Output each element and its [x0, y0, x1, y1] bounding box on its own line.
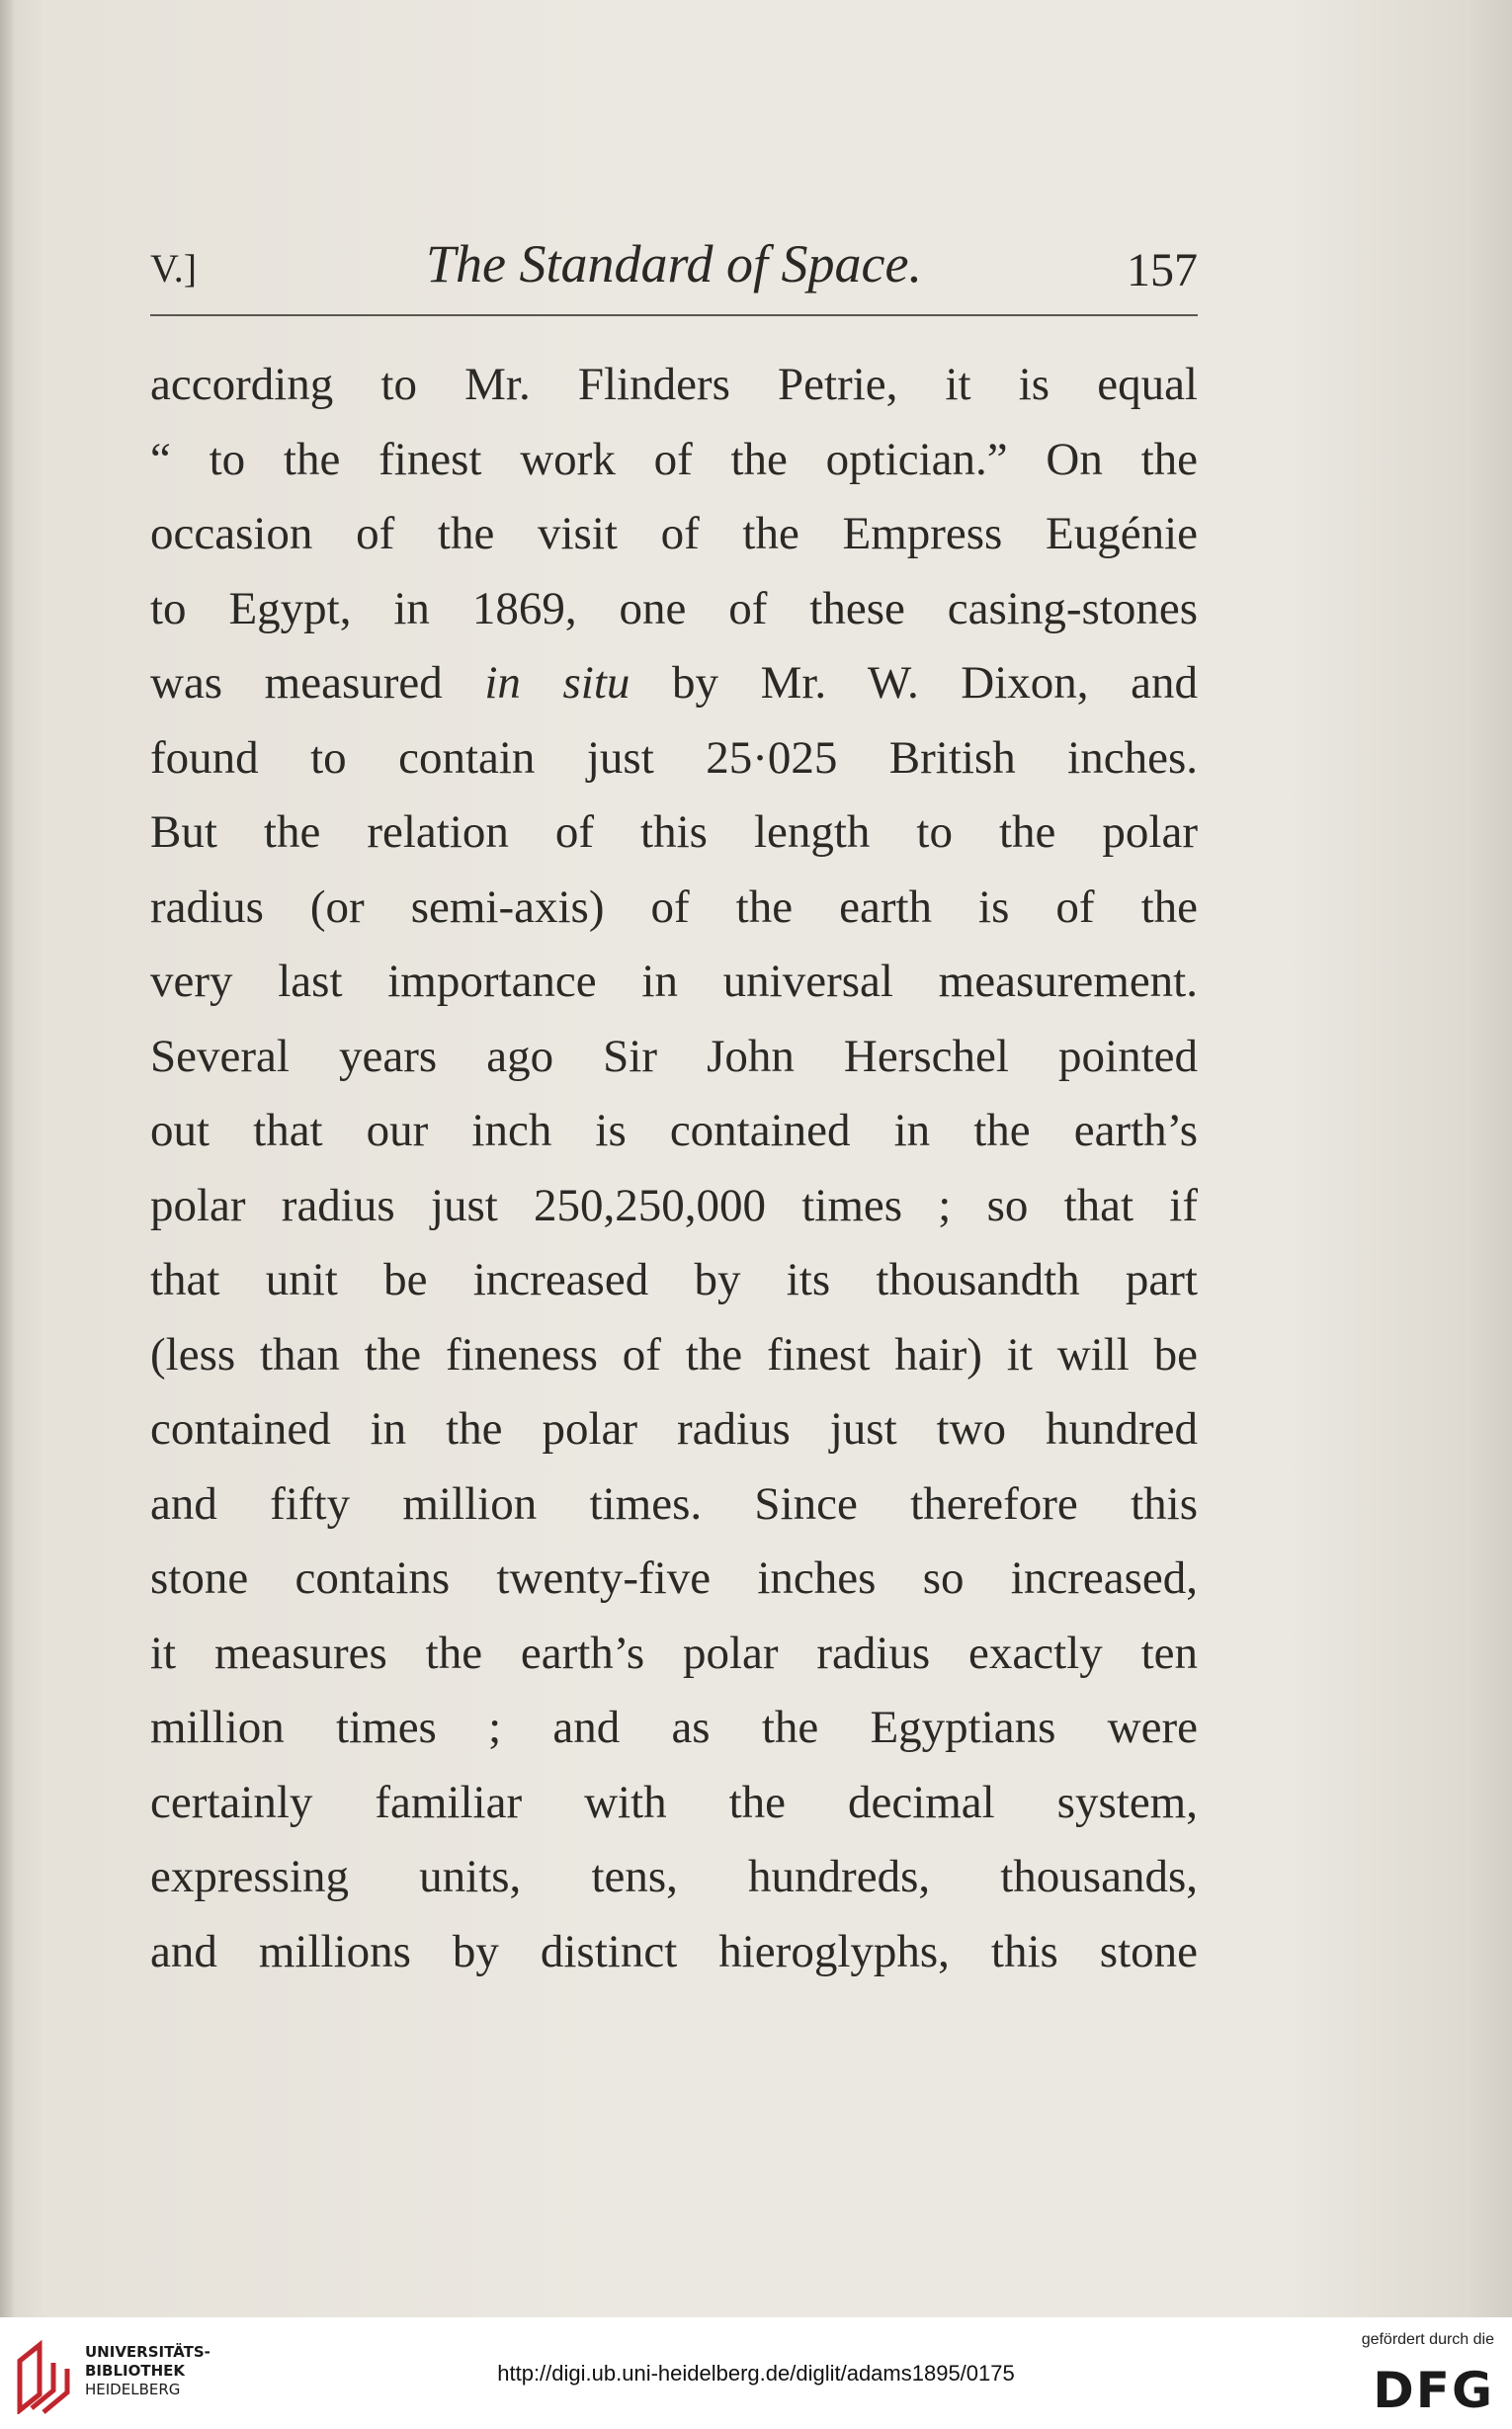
- permalink-url[interactable]: http://digi.ub.uni-heidelberg.de/diglit/adams1895/0175: [497, 2361, 1015, 2386]
- text-line: Several years ago Sir John Herschel pointed: [150, 1030, 1198, 1082]
- text-line: that unit be increased by its thousandth part: [150, 1254, 1198, 1305]
- running-head: [150, 217, 1198, 306]
- text-line: according to Mr. Flinders Petrie, it is equal: [150, 359, 1198, 410]
- body-text: [150, 348, 1198, 1989]
- text-line: it measures the earth’s polar radius exactly ten: [150, 1627, 1198, 1679]
- text-line: to Egypt, in 1869, one of these casing-stones: [150, 582, 1198, 634]
- text-line: million times ; and as the Egyptians were: [150, 1702, 1198, 1753]
- text-line: expressing units, tens, hundreds, thousands,: [150, 1851, 1198, 1902]
- running-title: The Standard of Space.: [426, 234, 922, 293]
- text-line: stone contains twenty-five inches so increased,: [150, 1552, 1198, 1604]
- text-line: “ to the finest work of the optician.” On the: [150, 433, 1198, 485]
- text-line: and millions by distinct hieroglyphs, this stone: [150, 1925, 1198, 1977]
- text-line: But the relation of this length to the polar: [150, 806, 1198, 858]
- text-line: (less than the fineness of the finest hair) it will be: [150, 1328, 1198, 1381]
- text-line: and fifty million times. Since therefore this: [150, 1477, 1198, 1530]
- funded-by-label: gefördert durch die: [1361, 2331, 1494, 2348]
- text-line: was measured in situ by Mr. W. Dixon, and: [150, 657, 1198, 709]
- chapter-number: V.]: [150, 246, 198, 291]
- text-line: polar radius just 250,250,000 times ; so that if: [150, 1179, 1198, 1231]
- text-line: radius (or semi-axis) of the earth is of the: [150, 880, 1198, 933]
- text-line: very last importance in universal measurement.: [150, 956, 1198, 1007]
- library-name-line-3: HEIDELBERG: [85, 2381, 181, 2398]
- text-line: certainly familiar with the decimal system,: [150, 1776, 1198, 1828]
- italic-phrase: in situ: [484, 657, 630, 709]
- dfg-logo: DFG: [1373, 2362, 1494, 2419]
- text-line: found to contain just 25·025 British inches.: [150, 731, 1198, 784]
- text-line: occasion of the visit of the Empress Eugénie: [150, 508, 1198, 559]
- library-name-line-2: BIBLIOTHEK: [85, 2362, 185, 2380]
- viewer-footer: [0, 2317, 1512, 2429]
- page-edge-shadow: [0, 0, 14, 2317]
- library-name-line-1: UNIVERSITÄTS-: [85, 2343, 210, 2361]
- page-number: 157: [1127, 244, 1198, 296]
- text-line: out that our inch is contained in the earth’s: [150, 1105, 1198, 1156]
- text-line: contained in the polar radius just two hundred: [150, 1403, 1198, 1455]
- header-rule: [150, 314, 1198, 316]
